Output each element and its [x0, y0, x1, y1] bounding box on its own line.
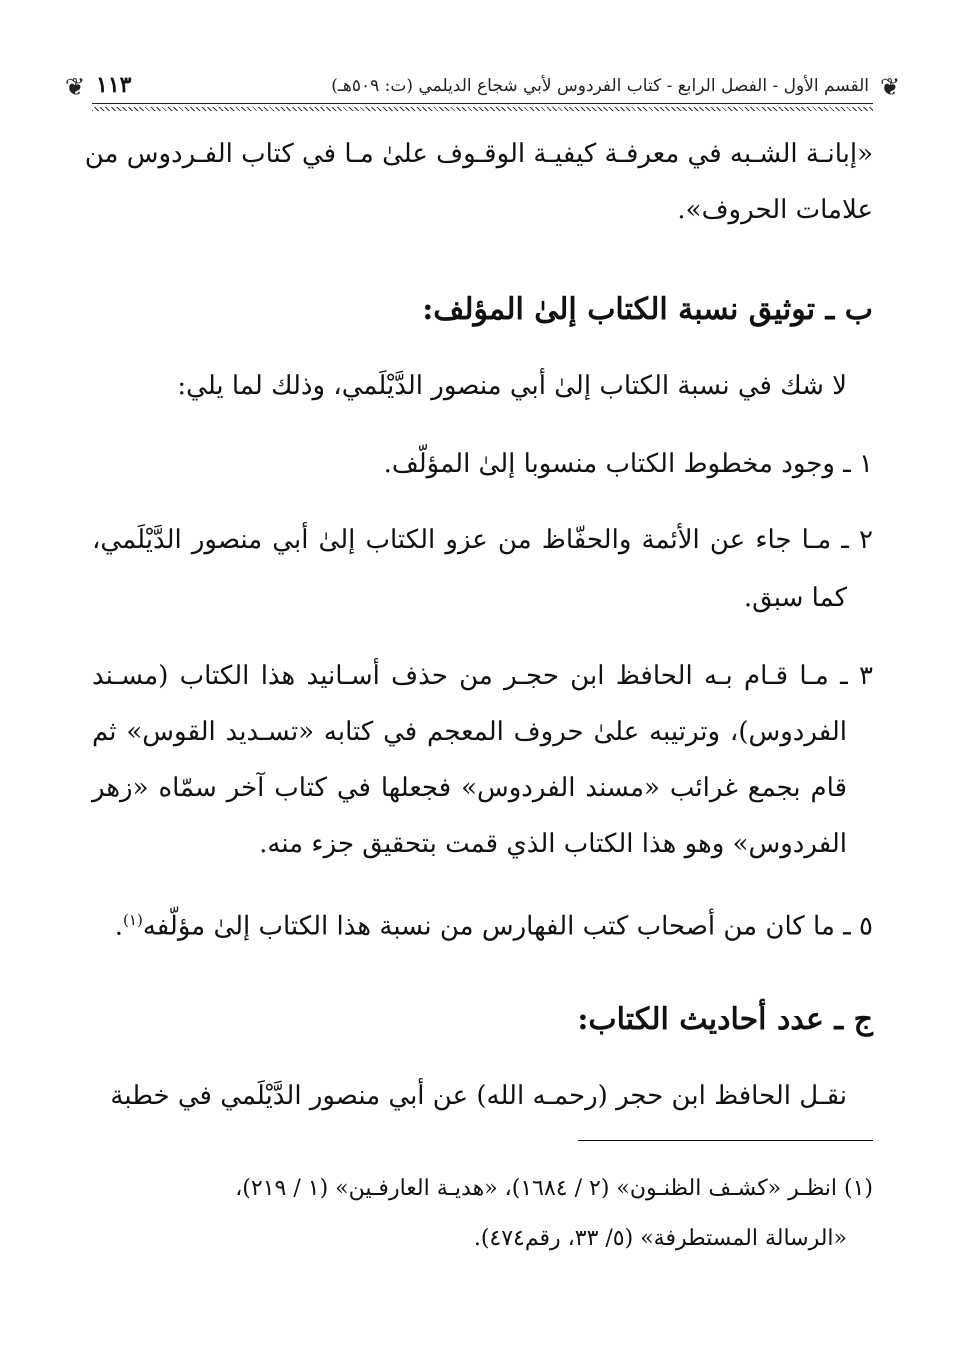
paragraph-line: «إبانـة الشـبه في معرفـة كيفيـة الوقـوف علىٰ مـا في كتاب الفـردوس من — [84, 139, 873, 169]
floral-ornament-icon: ❦ — [64, 73, 86, 101]
header-title: القسم الأول - الفصل الرابع - كتاب الفردوس لأبي شجاع الديلمي (ت: ٥٠٩هـ) — [331, 76, 869, 96]
header-hatch-rule — [92, 107, 873, 111]
list-item: ٣ ـ مـا قـام بـه الحافظ ابن حجـر من حذف أسـانيد هذا الكتاب (مسـند — [92, 661, 873, 691]
running-header — [64, 70, 901, 104]
paragraph-line: لا شك في نسبة الكتاب إلىٰ أبي منصور الدَّيْلَمي، وذلك لما يلي: — [177, 371, 847, 401]
list-item: ١ ـ وجود مخطوط الكتاب منسوبا إلىٰ المؤلّف. — [383, 449, 873, 479]
footnote-line: «الرسالة المستطرفة» (٥/ ٣٣، رقم٤٧٤). — [473, 1226, 847, 1251]
list-item: ٢ ـ مـا جاء عن الأئمة والحفّاظ من عزو الكتاب إلىٰ أبي منصور الدَّيْلَمي، — [92, 525, 873, 555]
list-item-text: ٥ ـ ما كان من أصحاب كتب الفهارس من نسبة هذا الكتاب إلىٰ مؤلّفه — [142, 911, 873, 942]
section-heading: ب ـ توثيق نسبة الكتاب إلىٰ المؤلف: — [422, 292, 873, 327]
footnote-reference[interactable]: (١) — [123, 911, 143, 929]
list-item — [115, 900, 873, 947]
floral-ornament-icon: ❦ — [879, 73, 901, 101]
page-number: ١١٣ — [96, 72, 132, 98]
paragraph-line: علامات الحروف». — [677, 195, 873, 225]
paragraph-line: نقـل الحافظ ابن حجر (رحمـه الله) عن أبي منصور الدَّيْلَمي في خطبة — [110, 1081, 847, 1111]
list-item-continuation: الفردوس» وهو هذا الكتاب الذي قمت بتحقيق جزء منه. — [259, 829, 847, 859]
list-item-continuation: كما سبق. — [743, 583, 847, 613]
list-item-end: . — [114, 911, 124, 942]
list-item-continuation: قام بجمع غرائب «مسند الفردوس» فجعلها في كتاب آخر سمّاه «زهر — [92, 773, 847, 803]
footnote-separator — [578, 1140, 873, 1141]
footnote-line: (١) انظـر «كشـف الظنـون» (٢ / ١٦٨٤)، «هديـة العارفـين» (١ / ٢١٩)، — [235, 1176, 873, 1201]
header-rule — [92, 103, 873, 104]
list-item-continuation: الفردوس)، وترتيبه علىٰ حروف المعجم في كتابه «تسـديد القوس» ثم — [92, 717, 847, 747]
section-heading: ج ـ عدد أحاديث الكتاب: — [577, 1002, 873, 1037]
